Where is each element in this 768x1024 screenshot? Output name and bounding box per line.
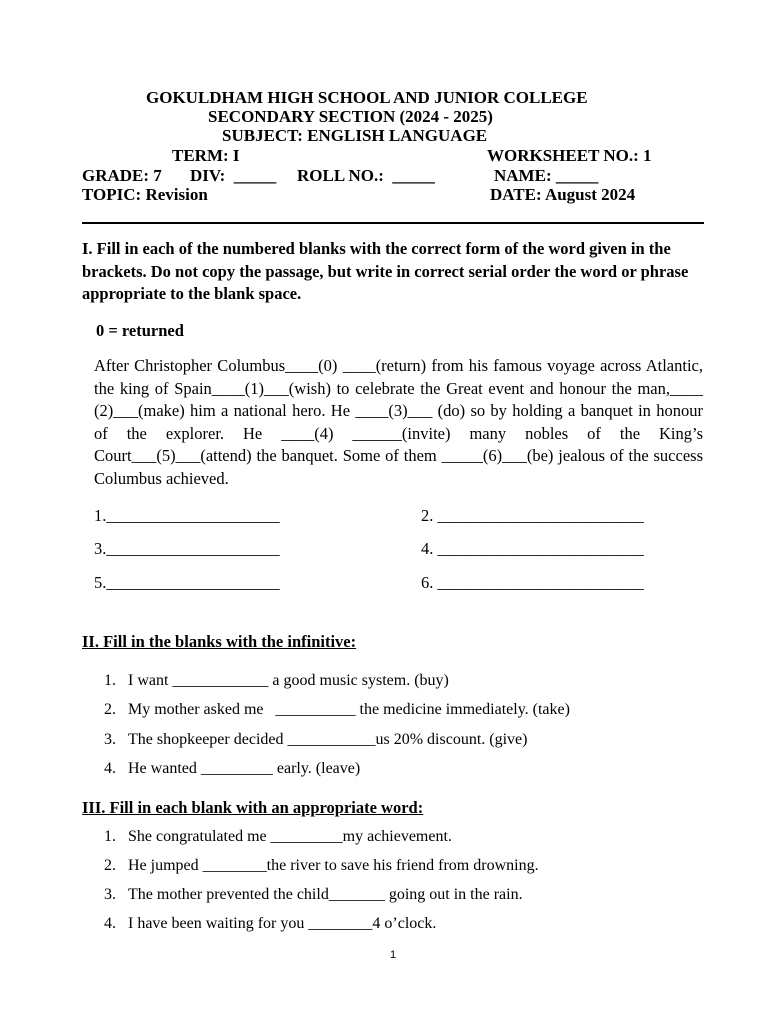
list-item-text: She congratulated me _________my achievement. — [128, 828, 452, 845]
date-label: DATE: August 2024 — [490, 185, 636, 204]
page-number: 1 — [390, 949, 397, 961]
subject-label: SUBJECT: ENGLISH LANGUAGE — [222, 126, 488, 145]
list-item-number: 3. — [104, 886, 116, 903]
list-item-number: 2. — [104, 701, 116, 718]
section-name: SECONDARY SECTION (2024 - 2025) — [208, 107, 493, 126]
section-1-passage: After Christopher Columbus____(0) ____(return) from his famous voyage across Atlantic, the king of Spain____(1)___(wish) to celebrate the Great event and honour the man,____ (2)___(make) him a national hero. He ____(3)___ (do) so by holding a banquet in honour of the explorer. He ____(4) ______(invite) many nobles of the King’s Court___(5)___(attend) the banquet. Some of them _____(6)___(be) jealous of the success Columbus achieved. — [94, 356, 703, 488]
list-item-text: I want ____________ a good music system. (buy) — [128, 672, 449, 689]
section-3-title: III. Fill in each blank with an appropriate word: — [82, 798, 424, 817]
roll-number-field: ROLL NO.: _____ — [297, 166, 435, 185]
answer-line-4: 4. _________________________ — [421, 539, 644, 558]
answer-line-3: 3._____________________ — [94, 539, 280, 558]
header-divider — [82, 222, 704, 224]
list-item-number: 1. — [104, 828, 116, 845]
answer-line-6: 6. _________________________ — [421, 573, 644, 592]
list-item-number: 1. — [104, 672, 116, 689]
list-item-number: 4. — [104, 760, 116, 777]
list-item-text: He jumped ________the river to save his friend from drowning. — [128, 857, 539, 874]
list-item-text: He wanted _________ early. (leave) — [128, 760, 361, 777]
list-item-number: 4. — [104, 915, 116, 932]
list-item-text: The shopkeeper decided ___________us 20% discount. (give) — [128, 731, 528, 748]
answer-line-2: 2. _________________________ — [421, 506, 644, 525]
name-field: NAME: _____ — [494, 166, 599, 185]
list-item-number: 2. — [104, 857, 116, 874]
list-item-text: My mother asked me __________ the medicine immediately. (take) — [128, 701, 570, 718]
section-1-example: 0 = returned — [96, 321, 184, 340]
school-name: GOKULDHAM HIGH SCHOOL AND JUNIOR COLLEGE — [146, 88, 588, 107]
section-2-title: II. Fill in the blanks with the infinitive: — [82, 632, 357, 651]
list-item-number: 3. — [104, 731, 116, 748]
list-item-text: The mother prevented the child_______ going out in the rain. — [128, 886, 523, 903]
div-field: DIV: _____ — [190, 166, 277, 185]
term-label: TERM: I — [172, 146, 240, 165]
worksheet-label: WORKSHEET NO.: 1 — [487, 146, 652, 165]
topic-label: TOPIC: Revision — [82, 185, 208, 204]
grade-label: GRADE: 7 — [82, 166, 162, 185]
answer-line-1: 1._____________________ — [94, 506, 280, 525]
list-item-text: I have been waiting for you ________4 o’clock. — [128, 915, 437, 932]
answer-line-5: 5._____________________ — [94, 573, 280, 592]
section-1-instruction: I. Fill in each of the numbered blanks with the correct form of the word given in the brackets. Do not copy the passage, but write in correct serial order the word or phrase appropriate to the blank space. — [82, 239, 689, 303]
